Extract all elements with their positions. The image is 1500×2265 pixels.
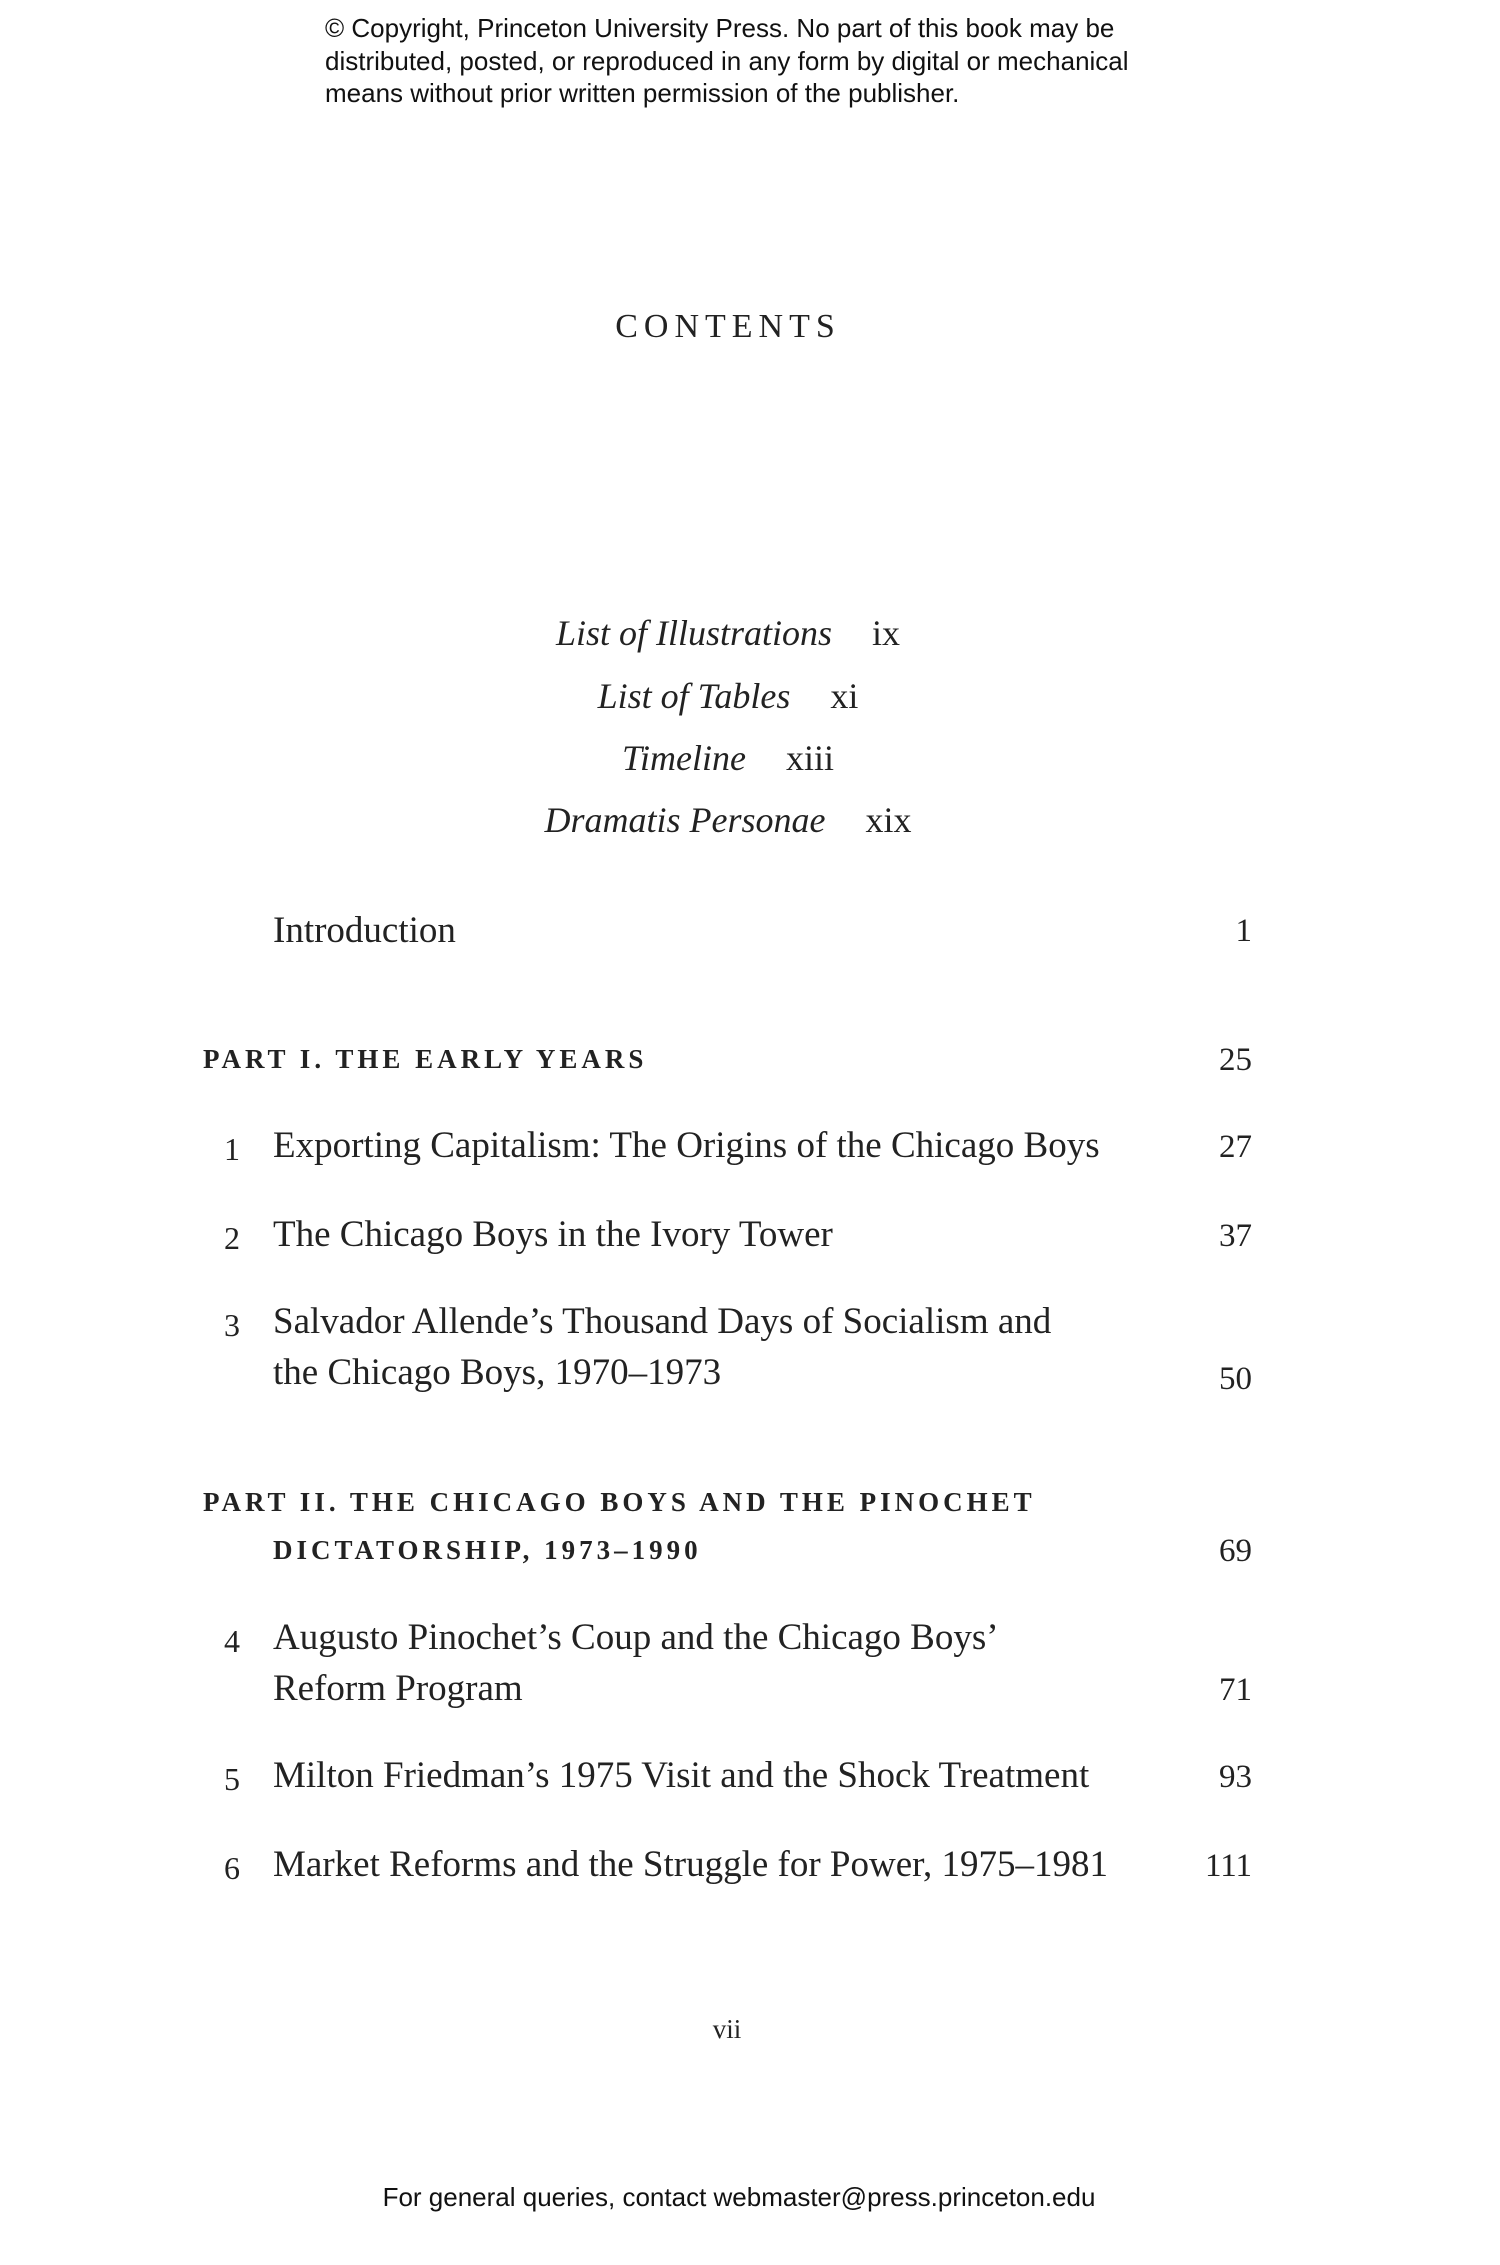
entry-page: 27 [1219, 1129, 1252, 1165]
chapter-number: 5 [224, 1761, 240, 1797]
part-heading-continued[interactable]: DICTATORSHIP, 1973–1990 [273, 1535, 702, 1565]
chapter-number: 3 [224, 1307, 240, 1343]
entry-page: 93 [1219, 1759, 1252, 1795]
entry-page: 111 [1204, 1848, 1252, 1884]
toc-entry-chapter[interactable]: Exporting Capitalism: The Origins of the Chicago Boys [273, 1125, 1100, 1166]
copyright-line: distributed, posted, or reproduced in any form by digital or mechanical [325, 45, 1129, 76]
entry-title: List of Illustrations [555, 613, 833, 653]
entry-page: ix [872, 613, 901, 653]
chapter-number: 2 [224, 1220, 240, 1256]
page-title: CONTENTS [615, 308, 841, 345]
copyright-notice [325, 12, 1129, 110]
chapter-number: 1 [224, 1131, 240, 1167]
entry-page: xiii [785, 738, 834, 778]
entry-title: Timeline [621, 738, 746, 778]
toc-entry-chapter[interactable]: Milton Friedman’s 1975 Visit and the Shock Treatment [273, 1755, 1090, 1796]
toc-entry-front-matter[interactable] [0, 675, 1456, 717]
entry-page: 50 [1219, 1361, 1252, 1397]
copyright-line: © Copyright, Princeton University Press. No part of this book may be [325, 13, 1115, 43]
toc-entry-chapter-continued[interactable]: Reform Program [273, 1668, 523, 1709]
entry-page: 69 [1219, 1533, 1252, 1569]
part-heading[interactable]: PART I. THE EARLY YEARS [203, 1044, 648, 1074]
entry-page: 25 [1219, 1042, 1252, 1078]
chapter-number: 4 [224, 1623, 240, 1659]
entry-page: xi [830, 676, 859, 716]
toc-entry-chapter[interactable]: Market Reforms and the Struggle for Power, 1975–1981 [273, 1844, 1108, 1885]
part-heading[interactable]: PART II. THE CHICAGO BOYS AND THE PINOCHET [203, 1487, 1036, 1517]
toc-entry-chapter[interactable]: The Chicago Boys in the Ivory Tower [273, 1214, 833, 1255]
page-number: vii [712, 2014, 742, 2044]
toc-entry-front-matter[interactable] [0, 612, 1456, 654]
toc-entry-chapter[interactable]: Augusto Pinochet’s Coup and the Chicago Boys’ [273, 1617, 999, 1658]
chapter-number: 6 [224, 1850, 240, 1886]
entry-page: 1 [1235, 913, 1252, 949]
entry-title: Dramatis Personae [544, 800, 826, 840]
toc-entry-introduction[interactable]: Introduction [273, 910, 456, 951]
entry-page: 37 [1219, 1218, 1252, 1254]
entry-page: 71 [1219, 1672, 1252, 1708]
toc-entry-chapter-continued[interactable]: the Chicago Boys, 1970–1973 [273, 1352, 722, 1393]
entry-title: List of Tables [597, 676, 791, 716]
copyright-line: means without prior written permission of the publisher. [325, 78, 960, 108]
entry-page: xix [865, 800, 912, 840]
toc-entry-chapter[interactable]: Salvador Allende’s Thousand Days of Socialism and [273, 1301, 1052, 1342]
toc-entry-front-matter[interactable] [0, 737, 1456, 779]
toc-entry-front-matter[interactable] [0, 799, 1456, 841]
footer-contact: For general queries, contact webmaster@press.princeton.edu [382, 2182, 1096, 2212]
